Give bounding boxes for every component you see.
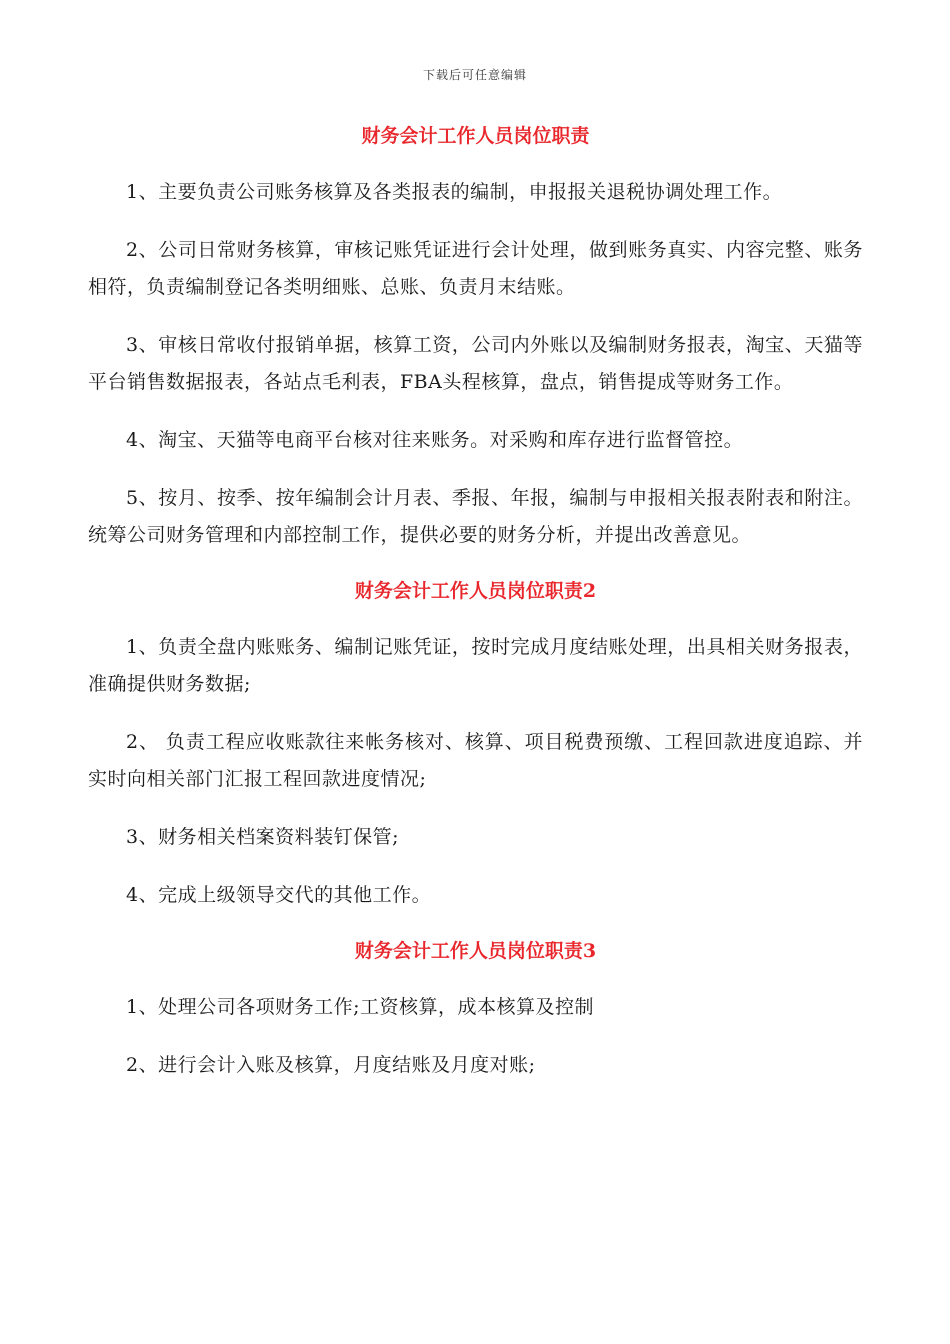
paragraph: 5、按月、按季、按年编制会计月表、季报、年报，编制与申报相关报表附表和附注。统筹公司财务管理和内部控制工作，提供必要的财务分析，并提出改善意见。: [88, 487, 863, 546]
section-title-2: 财务会计工作人员岗位职责2: [354, 580, 597, 602]
paragraph: 4、淘宝、天猫等电商平台核对往来账务。对采购和库存进行监督管控。: [126, 429, 744, 451]
paragraph: 3、财务相关档案资料装钉保管;: [126, 826, 399, 848]
paragraph: 1、处理公司各项财务工作;工资核算，成本核算及控制: [126, 996, 594, 1018]
header-note: 下载后可任意编辑: [422, 68, 527, 82]
paragraph: 1、主要负责公司账务核算及各类报表的编制，申报报关退税协调处理工作。: [126, 181, 783, 203]
document-body: [88, 118, 863, 1084]
paragraph: 2、公司日常财务核算，审核记账凭证进行会计处理，做到账务真实、内容完整、账务相符，负责编制登记各类明细账、总账、负责月末结账。: [88, 239, 863, 298]
section-title-3: 财务会计工作人员岗位职责3: [354, 940, 597, 962]
paragraph: 3、审核日常收付报销单据，核算工资，公司内外账以及编制财务报表，淘宝、天猫等平台销售数据报表，各站点毛利表，FBA头程核算，盘点，销售提成等财务工作。: [88, 334, 863, 393]
paragraph: 4、完成上级领导交代的其他工作。: [126, 884, 432, 906]
paragraph: 1、负责全盘内账账务、编制记账凭证，按时完成月度结账处理，出具相关财务报表，准确提供财务数据;: [88, 636, 863, 695]
paragraph: 2、进行会计入账及核算，月度结账及月度对账;: [126, 1054, 536, 1076]
section-title-1: 财务会计工作人员岗位职责: [361, 125, 590, 147]
paragraph: 2、 负责工程应收账款往来帐务核对、核算、项目税费预缴、工程回款进度追踪、并实时向相关部门汇报工程回款进度情况;: [88, 731, 863, 790]
